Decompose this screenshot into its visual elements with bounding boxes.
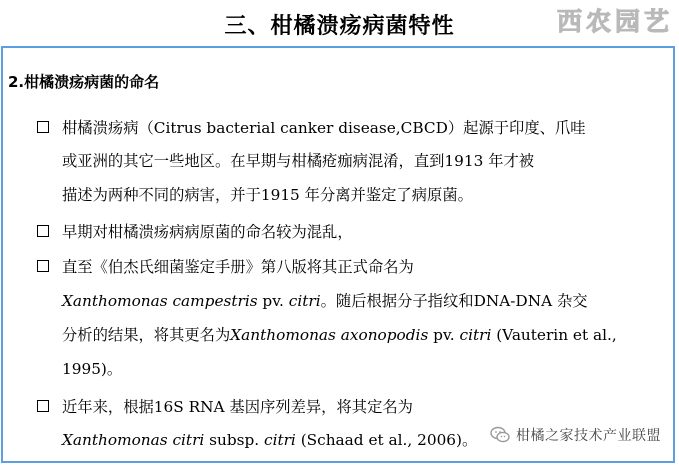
footer-watermark	[490, 425, 661, 445]
line-text: 。随后根据分子指纹和DNA-DNA 杂交	[320, 292, 588, 310]
species-name: Xanthomonas citri	[62, 431, 205, 449]
bullet-1-line-3: 描述为两种不同的病害，并于1915 年分离并鉴定了病原菌。	[62, 186, 473, 204]
pathovar-name: citri	[459, 326, 492, 344]
checkbox-bullet-icon	[37, 225, 49, 237]
page-title: 三、柑橘溃疡病菌特性	[224, 14, 455, 39]
watermark: 西农园艺	[556, 7, 673, 36]
section-heading: 2.柑橘溃疡病菌的命名	[8, 73, 160, 91]
species-name: Xanthomonas campestris	[62, 292, 258, 310]
bullet-4-line-2	[62, 428, 477, 450]
bullet-2-line-1: 早期对柑橘溃疡病病原菌的命名较为混乱，	[62, 223, 353, 241]
title-bar	[0, 0, 679, 46]
checkbox-bullet-icon	[37, 121, 49, 133]
bullet-3-line-2	[62, 289, 588, 311]
footer-text: 柑橘之家技术产业联盟	[516, 428, 661, 444]
wechat-icon	[490, 426, 510, 444]
checkbox-bullet-icon	[37, 400, 49, 412]
citation: (Vauterin et al.,	[491, 326, 617, 344]
pathovar-name: citri	[288, 292, 321, 310]
pathovar-label: pv.	[257, 292, 289, 310]
subspecies-name: citri	[264, 431, 296, 449]
bullet-1-line-2: 或亚洲的其它一些地区。在早期与柑橘疮痂病混淆，直到1913 年才被	[62, 152, 535, 170]
citation: (Schaad et al., 2006)。	[295, 431, 478, 449]
bullet-4-line-1: 近年来，根据16S RNA 基因序列差异，将其定名为	[62, 398, 413, 416]
bullet-3-line-4: 1995)。	[62, 360, 123, 378]
bullet-3-line-1: 直至《伯杰氏细菌鉴定手册》第八版将其正式命名为	[62, 258, 414, 276]
line-text: 分析的结果，将其更名为	[62, 326, 231, 344]
checkbox-bullet-icon	[37, 260, 49, 272]
pathovar-label: pv.	[428, 326, 460, 344]
bullet-3-line-3	[62, 323, 617, 345]
bullet-1-line-1: 柑橘溃疡病（Citrus bacterial canker disease,CBCD）起源于印度、爪哇	[62, 119, 586, 137]
species-name: Xanthomonas axonopodis	[230, 326, 429, 344]
subspecies-label: subsp.	[204, 431, 265, 449]
